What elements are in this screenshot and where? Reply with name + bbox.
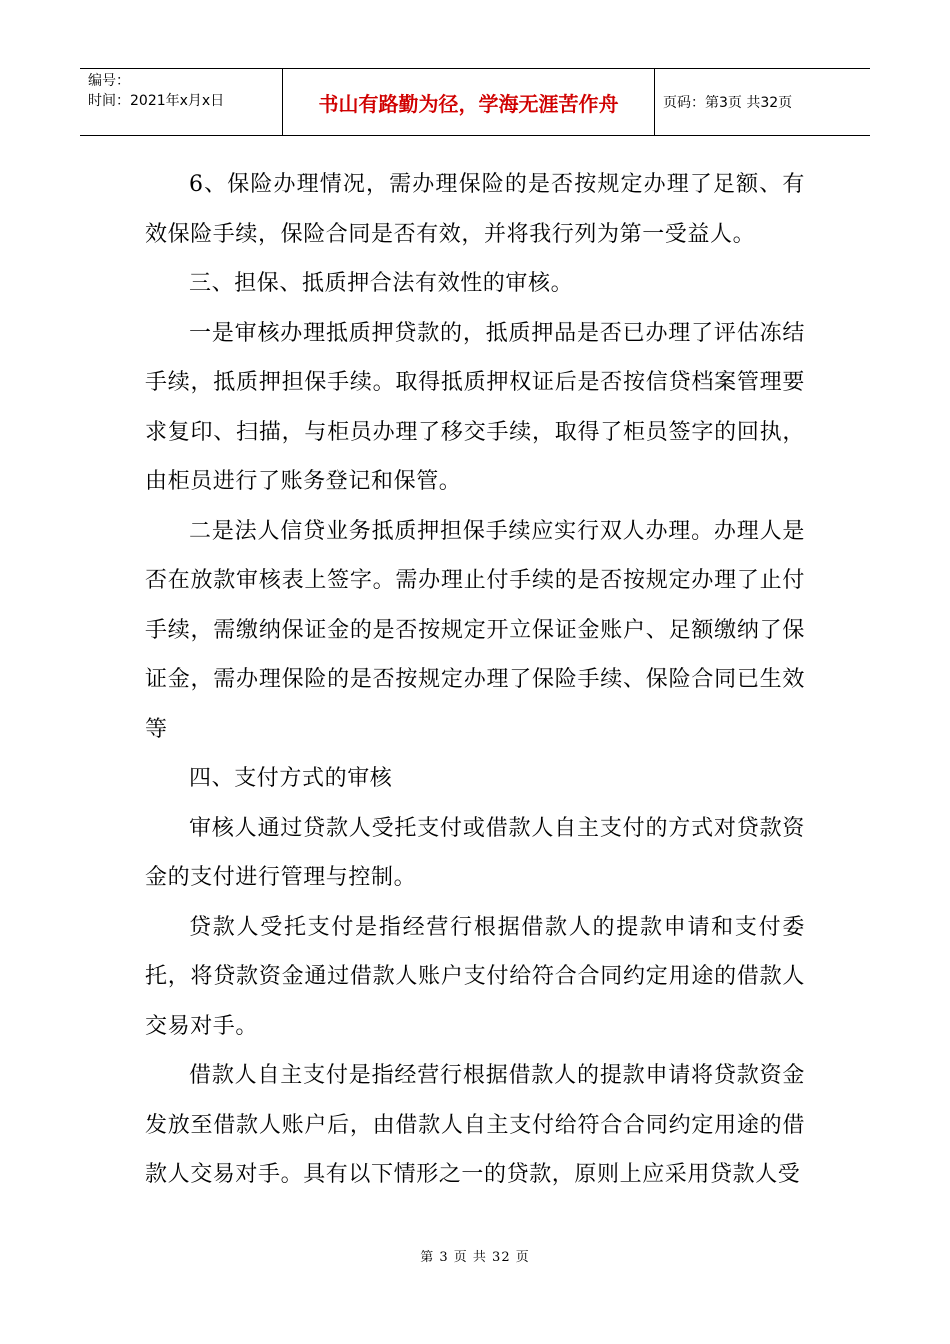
document-number-label: 编号： [88,73,130,89]
document-time-label: 时间：2021年x月x日 [88,93,225,109]
document-body [145,160,805,1200]
header-motto: 书山有路勤为径，学海无涯苦作舟 [318,91,619,116]
section-heading: 四、支付方式的审核 [189,766,393,791]
body-paragraph: 6、保险办理情况，需办理保险的是否按规定办理了足额、有效保险手续，保险合同是否有效，并将我行列为第一受益人。 [145,172,805,247]
body-paragraph: 贷款人受托支付是指经营行根据借款人的提款申请和支付委托，将贷款资金通过借款人账户支付给符合合同约定用途的借款人交易对手。 [145,914,805,1039]
header-divider [654,69,655,135]
body-paragraph: 审核人通过贷款人受托支付或借款人自主支付的方式对贷款资金的支付进行管理与控制。 [145,815,805,890]
header-meta [88,71,282,111]
section-heading: 三、担保、抵质押合法有效性的审核。 [189,271,574,296]
body-paragraph: 借款人自主支付是指经营行根据借款人的提款申请将贷款资金发放至借款人账户后，由借款人自主支付给符合合同约定用途的借款人交易对手。具有以下情形之一的贷款，原则上应采用贷款人受 [145,1063,805,1187]
body-paragraph: 一是审核办理抵质押贷款的，抵质押品是否已办理了评估冻结手续，抵质押担保手续。取得抵质押权证后是否按信贷档案管理要求复印、扫描，与柜员办理了移交手续，取得了柜员签字的回执，由柜员进行了账务登记和保管。 [145,320,805,494]
document-header [80,68,870,136]
page-footer: 第 3 页 共 32 页 [420,1250,530,1265]
body-paragraph: 二是法人信贷业务抵质押担保手续应实行双人办理。办理人是否在放款审核表上签字。需办理止付手续的是否按规定办理了止付手续，需缴纳保证金的是否按规定开立保证金账户、足额缴纳了保证金，需办理保险的是否按规定办理了保险手续、保险合同已生效等 [145,518,805,742]
header-page-info: 页码：第3页 共32页 [663,95,793,111]
